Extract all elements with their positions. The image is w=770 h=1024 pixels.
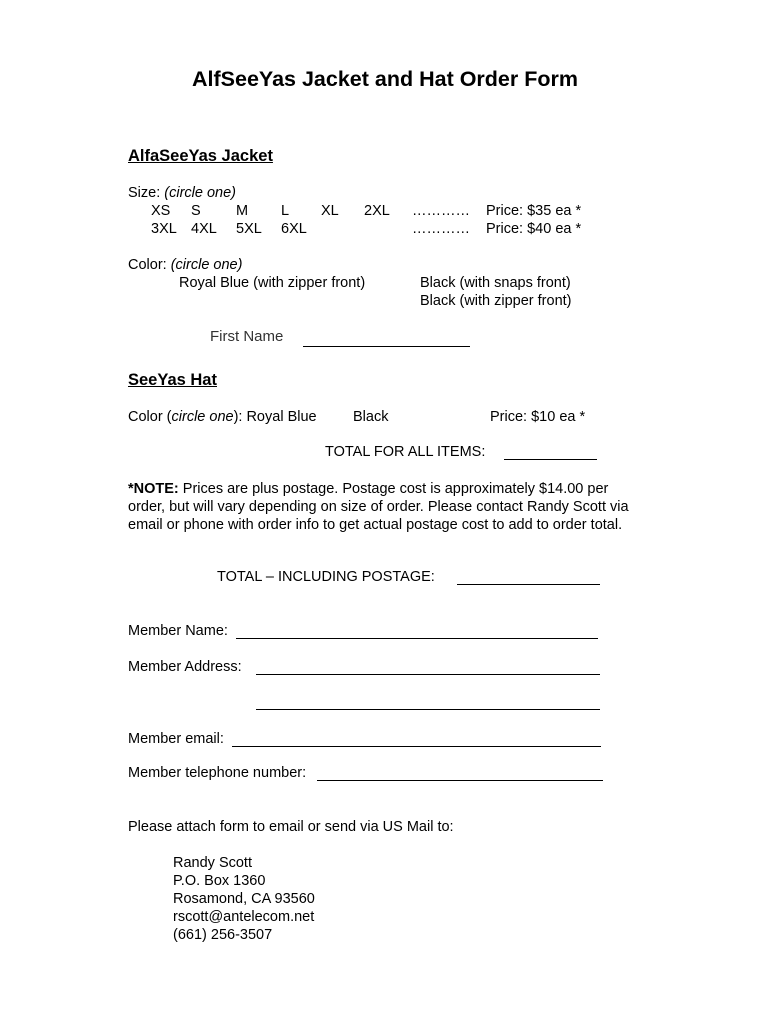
size-option-l[interactable]: L — [281, 203, 290, 219]
hat-color-instruction: circle one — [171, 409, 234, 425]
size-option-m[interactable]: M — [236, 203, 249, 219]
size-instruction: (circle one) — [164, 185, 236, 201]
contact-name: Randy Scott — [173, 855, 252, 871]
size-option-s[interactable]: S — [191, 203, 201, 219]
attach-instruction: Please attach form to email or send via US Mail to: — [128, 819, 454, 835]
color-instruction: (circle one) — [170, 257, 243, 273]
size-label: Size: — [128, 185, 161, 201]
contact-phone: (661) 256-3507 — [173, 927, 273, 943]
hat-color-option-black[interactable]: Black — [353, 409, 389, 425]
dot-leader: ………… — [412, 221, 470, 237]
hat-color-row — [128, 408, 317, 426]
contact-email[interactable]: rscott@antelecom.net — [173, 909, 315, 925]
member-name-label: Member Name: — [128, 623, 228, 639]
total-all-items-label: TOTAL FOR ALL ITEMS: — [325, 444, 486, 460]
size-option-xl[interactable]: XL — [321, 203, 339, 219]
member-phone-field[interactable] — [317, 780, 603, 781]
size-option-2xl[interactable]: 2XL — [364, 203, 390, 219]
jacket-heading: AlfaSeeYas Jacket — [128, 147, 273, 165]
postage-note — [128, 480, 643, 534]
first-name-field[interactable] — [303, 346, 470, 347]
color-label: Color: — [128, 257, 167, 273]
member-phone-label: Member telephone number: — [128, 765, 307, 781]
total-including-postage-label: TOTAL – INCLUDING POSTAGE: — [217, 569, 435, 585]
contact-block — [173, 854, 315, 944]
contact-city: Rosamond, CA 93560 — [173, 891, 315, 907]
page-title: AlfSeeYas Jacket and Hat Order Form — [192, 67, 578, 91]
first-name-label: First Name — [210, 328, 284, 345]
price-row-2: Price: $40 ea * — [486, 221, 582, 237]
size-option-6xl[interactable]: 6XL — [281, 221, 307, 237]
member-email-label: Member email: — [128, 731, 224, 747]
total-including-postage-field[interactable] — [457, 584, 600, 585]
note-text: Prices are plus postage. Postage cost is approximately $14.00 per order, but will vary depending on size of order. Please contact Randy Scott via email or phone with order info to get actual postage cost to add to order total. — [128, 481, 629, 533]
member-email-field[interactable] — [232, 746, 601, 747]
size-option-5xl[interactable]: 5XL — [236, 221, 262, 237]
member-address-field-2[interactable] — [256, 709, 600, 710]
size-option-3xl[interactable]: 3XL — [151, 221, 177, 237]
contact-po-box: P.O. Box 1360 — [173, 873, 266, 889]
member-address-field-1[interactable] — [256, 674, 600, 675]
hat-color-option-royal-blue[interactable]: ): Royal Blue — [233, 409, 317, 425]
size-option-xs[interactable]: XS — [151, 203, 171, 219]
price-row-1: Price: $35 ea * — [486, 203, 582, 219]
color-option-black-snaps[interactable]: Black (with snaps front) — [420, 275, 571, 291]
hat-heading: SeeYas Hat — [128, 371, 217, 389]
hat-color-label-pre: Color ( — [128, 409, 172, 425]
color-option-royal-blue[interactable]: Royal Blue (with zipper front) — [179, 275, 366, 291]
note-label: *NOTE: — [128, 481, 179, 497]
hat-price: Price: $10 ea * — [490, 409, 586, 425]
dot-leader: ………… — [412, 203, 470, 219]
member-address-label: Member Address: — [128, 659, 242, 675]
size-option-4xl[interactable]: 4XL — [191, 221, 217, 237]
total-all-items-field[interactable] — [504, 459, 597, 460]
member-name-field[interactable] — [236, 638, 598, 639]
size-label-row — [128, 184, 236, 202]
color-label-row — [128, 256, 242, 274]
color-option-black-zipper[interactable]: Black (with zipper front) — [420, 293, 572, 309]
